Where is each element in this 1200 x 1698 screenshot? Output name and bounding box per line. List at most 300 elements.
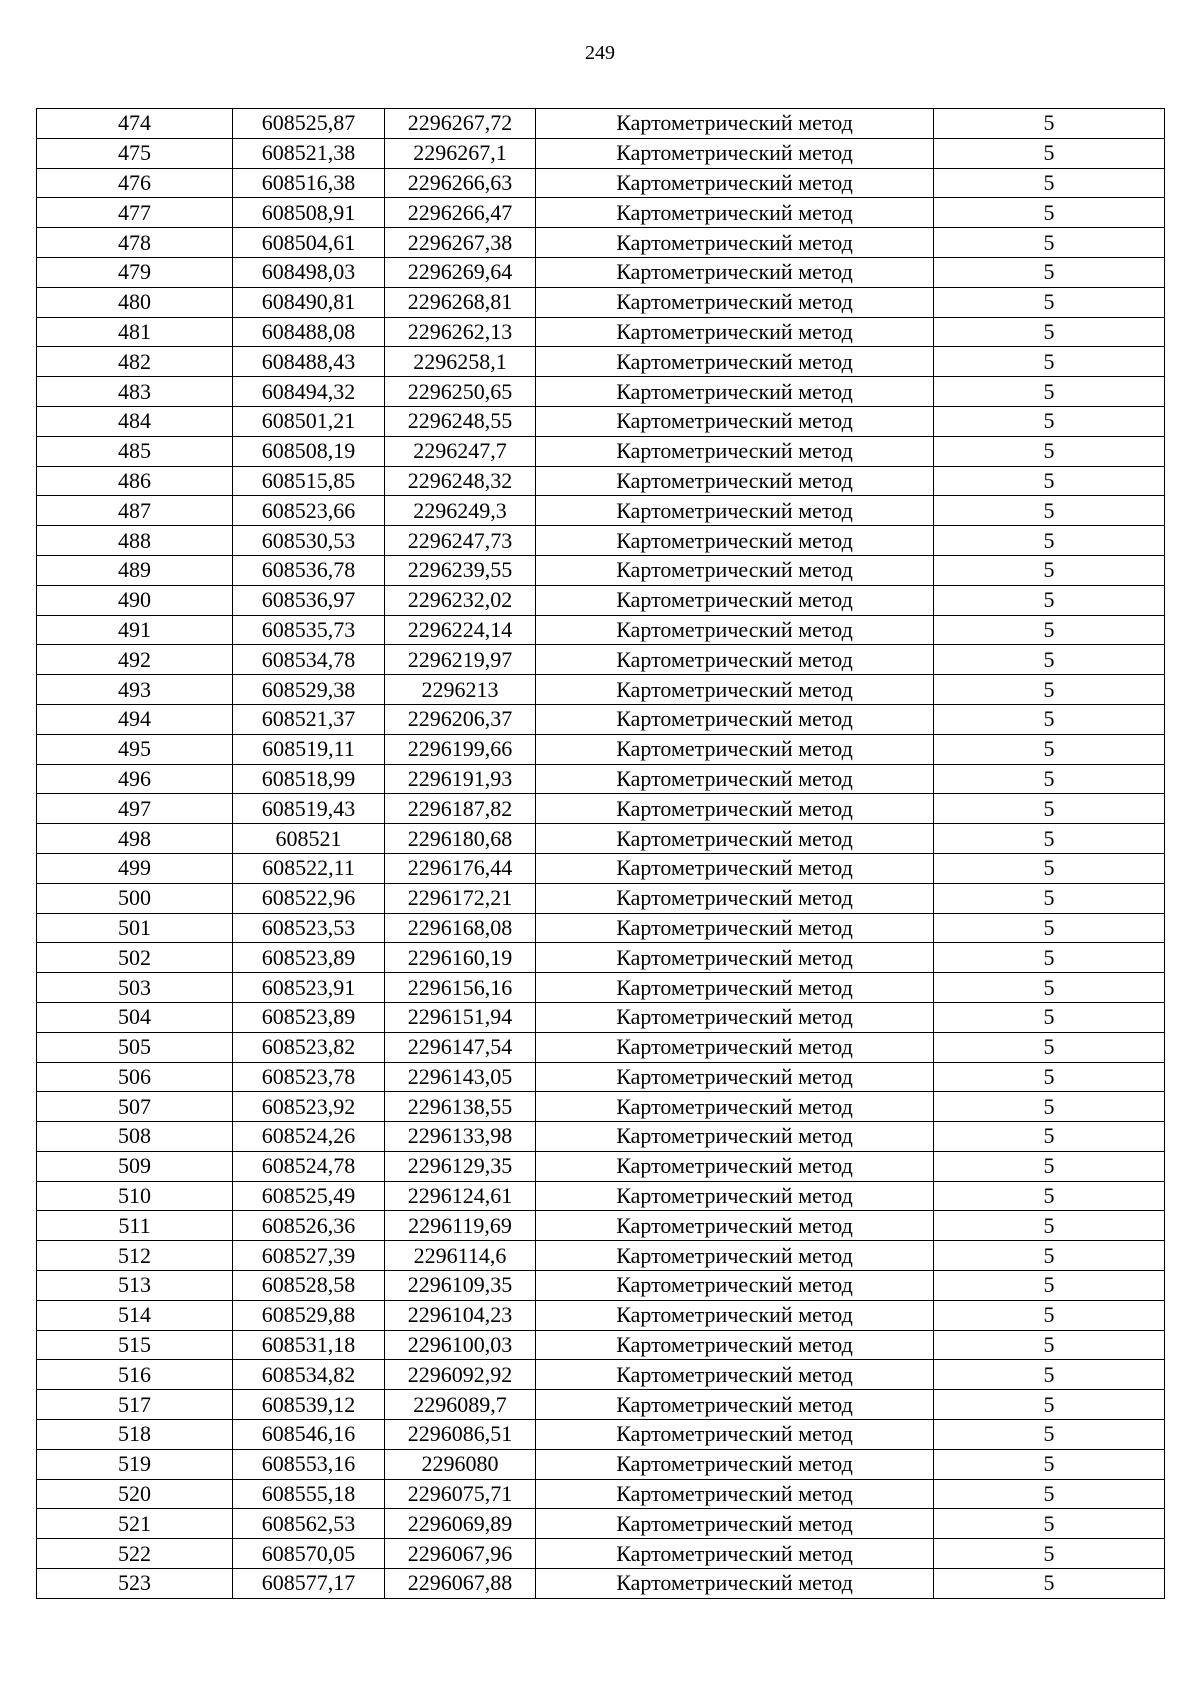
y-coordinate-cell: 2296187,82 <box>385 794 536 824</box>
x-coordinate-cell: 608526,36 <box>233 1211 385 1241</box>
point-number-cell: 474 <box>37 109 233 139</box>
table-row <box>37 1092 1165 1122</box>
method-cell: Картометрический метод <box>536 973 934 1003</box>
x-coordinate-cell: 608523,89 <box>233 1002 385 1032</box>
table-row <box>37 764 1165 794</box>
y-coordinate-cell: 2296206,37 <box>385 704 536 734</box>
table-row <box>37 1032 1165 1062</box>
accuracy-cell: 5 <box>934 1062 1165 1092</box>
method-cell: Картометрический метод <box>536 1092 934 1122</box>
point-number-cell: 481 <box>37 317 233 347</box>
point-number-cell: 495 <box>37 734 233 764</box>
x-coordinate-cell: 608498,03 <box>233 257 385 287</box>
point-number-cell: 492 <box>37 645 233 675</box>
table-row <box>37 1062 1165 1092</box>
method-cell: Картометрический метод <box>536 1360 934 1390</box>
x-coordinate-cell: 608488,08 <box>233 317 385 347</box>
x-coordinate-cell: 608504,61 <box>233 228 385 258</box>
accuracy-cell: 5 <box>934 764 1165 794</box>
accuracy-cell: 5 <box>934 406 1165 436</box>
y-coordinate-cell: 2296224,14 <box>385 615 536 645</box>
table-row <box>37 109 1165 139</box>
method-cell: Картометрический метод <box>536 1449 934 1479</box>
point-number-cell: 475 <box>37 138 233 168</box>
y-coordinate-cell: 2296269,64 <box>385 257 536 287</box>
accuracy-cell: 5 <box>934 824 1165 854</box>
y-coordinate-cell: 2296156,16 <box>385 973 536 1003</box>
method-cell: Картометрический метод <box>536 1002 934 1032</box>
point-number-cell: 521 <box>37 1509 233 1539</box>
method-cell: Картометрический метод <box>536 1569 934 1599</box>
method-cell: Картометрический метод <box>536 645 934 675</box>
accuracy-cell: 5 <box>934 436 1165 466</box>
method-cell: Картометрический метод <box>536 824 934 854</box>
method-cell: Картометрический метод <box>536 466 934 496</box>
point-number-cell: 518 <box>37 1420 233 1450</box>
point-number-cell: 483 <box>37 377 233 407</box>
accuracy-cell: 5 <box>934 317 1165 347</box>
accuracy-cell: 5 <box>934 1360 1165 1390</box>
accuracy-cell: 5 <box>934 1181 1165 1211</box>
table-row <box>37 168 1165 198</box>
point-number-cell: 476 <box>37 168 233 198</box>
y-coordinate-cell: 2296067,88 <box>385 1569 536 1599</box>
method-cell: Картометрический метод <box>536 943 934 973</box>
y-coordinate-cell: 2296089,7 <box>385 1390 536 1420</box>
x-coordinate-cell: 608521,37 <box>233 704 385 734</box>
x-coordinate-cell: 608530,53 <box>233 526 385 556</box>
method-cell: Картометрический метод <box>536 526 934 556</box>
method-cell: Картометрический метод <box>536 1271 934 1301</box>
y-coordinate-cell: 2296069,89 <box>385 1509 536 1539</box>
accuracy-cell: 5 <box>934 1479 1165 1509</box>
method-cell: Картометрический метод <box>536 853 934 883</box>
method-cell: Картометрический метод <box>536 496 934 526</box>
method-cell: Картометрический метод <box>536 675 934 705</box>
point-number-cell: 487 <box>37 496 233 526</box>
point-number-cell: 497 <box>37 794 233 824</box>
point-number-cell: 507 <box>37 1092 233 1122</box>
accuracy-cell: 5 <box>934 138 1165 168</box>
point-number-cell: 488 <box>37 526 233 556</box>
table-row <box>37 704 1165 734</box>
y-coordinate-cell: 2296249,3 <box>385 496 536 526</box>
table-row <box>37 406 1165 436</box>
x-coordinate-cell: 608577,17 <box>233 1569 385 1599</box>
accuracy-cell: 5 <box>934 228 1165 258</box>
y-coordinate-cell: 2296258,1 <box>385 347 536 377</box>
table-row <box>37 198 1165 228</box>
table-row <box>37 466 1165 496</box>
point-number-cell: 490 <box>37 585 233 615</box>
point-number-cell: 523 <box>37 1569 233 1599</box>
table-row <box>37 615 1165 645</box>
method-cell: Картометрический метод <box>536 913 934 943</box>
x-coordinate-cell: 608536,97 <box>233 585 385 615</box>
method-cell: Картометрический метод <box>536 287 934 317</box>
x-coordinate-cell: 608531,18 <box>233 1330 385 1360</box>
point-number-cell: 489 <box>37 555 233 585</box>
x-coordinate-cell: 608523,82 <box>233 1032 385 1062</box>
accuracy-cell: 5 <box>934 734 1165 764</box>
x-coordinate-cell: 608546,16 <box>233 1420 385 1450</box>
x-coordinate-cell: 608515,85 <box>233 466 385 496</box>
table-row <box>37 1122 1165 1152</box>
method-cell: Картометрический метод <box>536 257 934 287</box>
accuracy-cell: 5 <box>934 526 1165 556</box>
point-number-cell: 480 <box>37 287 233 317</box>
y-coordinate-cell: 2296129,35 <box>385 1151 536 1181</box>
method-cell: Картометрический метод <box>536 1062 934 1092</box>
y-coordinate-cell: 2296247,7 <box>385 436 536 466</box>
x-coordinate-cell: 608529,88 <box>233 1300 385 1330</box>
method-cell: Картометрический метод <box>536 1032 934 1062</box>
table-row <box>37 526 1165 556</box>
table-row <box>37 287 1165 317</box>
table-row <box>37 1390 1165 1420</box>
y-coordinate-cell: 2296232,02 <box>385 585 536 615</box>
point-number-cell: 494 <box>37 704 233 734</box>
y-coordinate-cell: 2296086,51 <box>385 1420 536 1450</box>
coordinates-table-body <box>37 109 1165 1599</box>
x-coordinate-cell: 608523,66 <box>233 496 385 526</box>
method-cell: Картометрический метод <box>536 883 934 913</box>
accuracy-cell: 5 <box>934 883 1165 913</box>
table-row <box>37 794 1165 824</box>
x-coordinate-cell: 608534,82 <box>233 1360 385 1390</box>
x-coordinate-cell: 608521 <box>233 824 385 854</box>
accuracy-cell: 5 <box>934 1002 1165 1032</box>
x-coordinate-cell: 608523,91 <box>233 973 385 1003</box>
y-coordinate-cell: 2296219,97 <box>385 645 536 675</box>
point-number-cell: 498 <box>37 824 233 854</box>
accuracy-cell: 5 <box>934 496 1165 526</box>
method-cell: Картометрический метод <box>536 555 934 585</box>
point-number-cell: 499 <box>37 853 233 883</box>
point-number-cell: 504 <box>37 1002 233 1032</box>
x-coordinate-cell: 608527,39 <box>233 1241 385 1271</box>
x-coordinate-cell: 608508,19 <box>233 436 385 466</box>
x-coordinate-cell: 608529,38 <box>233 675 385 705</box>
y-coordinate-cell: 2296119,69 <box>385 1211 536 1241</box>
y-coordinate-cell: 2296092,92 <box>385 1360 536 1390</box>
method-cell: Картометрический метод <box>536 734 934 764</box>
point-number-cell: 485 <box>37 436 233 466</box>
method-cell: Картометрический метод <box>536 228 934 258</box>
y-coordinate-cell: 2296180,68 <box>385 824 536 854</box>
point-number-cell: 484 <box>37 406 233 436</box>
point-number-cell: 505 <box>37 1032 233 1062</box>
table-row <box>37 1420 1165 1450</box>
accuracy-cell: 5 <box>934 1211 1165 1241</box>
method-cell: Картометрический метод <box>536 1151 934 1181</box>
y-coordinate-cell: 2296109,35 <box>385 1271 536 1301</box>
x-coordinate-cell: 608555,18 <box>233 1479 385 1509</box>
accuracy-cell: 5 <box>934 913 1165 943</box>
point-number-cell: 506 <box>37 1062 233 1092</box>
x-coordinate-cell: 608535,73 <box>233 615 385 645</box>
x-coordinate-cell: 608516,38 <box>233 168 385 198</box>
y-coordinate-cell: 2296262,13 <box>385 317 536 347</box>
accuracy-cell: 5 <box>934 704 1165 734</box>
x-coordinate-cell: 608539,12 <box>233 1390 385 1420</box>
table-row <box>37 734 1165 764</box>
method-cell: Картометрический метод <box>536 377 934 407</box>
x-coordinate-cell: 608524,26 <box>233 1122 385 1152</box>
table-row <box>37 1151 1165 1181</box>
y-coordinate-cell: 2296267,1 <box>385 138 536 168</box>
method-cell: Картометрический метод <box>536 615 934 645</box>
table-row <box>37 347 1165 377</box>
method-cell: Картометрический метод <box>536 585 934 615</box>
table-row <box>37 913 1165 943</box>
table-row <box>37 1300 1165 1330</box>
y-coordinate-cell: 2296191,93 <box>385 764 536 794</box>
table-row <box>37 1569 1165 1599</box>
x-coordinate-cell: 608525,87 <box>233 109 385 139</box>
table-row <box>37 555 1165 585</box>
point-number-cell: 479 <box>37 257 233 287</box>
point-number-cell: 477 <box>37 198 233 228</box>
y-coordinate-cell: 2296100,03 <box>385 1330 536 1360</box>
method-cell: Картометрический метод <box>536 794 934 824</box>
point-number-cell: 493 <box>37 675 233 705</box>
point-number-cell: 491 <box>37 615 233 645</box>
x-coordinate-cell: 608523,92 <box>233 1092 385 1122</box>
y-coordinate-cell: 2296176,44 <box>385 853 536 883</box>
point-number-cell: 482 <box>37 347 233 377</box>
x-coordinate-cell: 608518,99 <box>233 764 385 794</box>
method-cell: Картометрический метод <box>536 436 934 466</box>
x-coordinate-cell: 608521,38 <box>233 138 385 168</box>
method-cell: Картометрический метод <box>536 1300 934 1330</box>
y-coordinate-cell: 2296075,71 <box>385 1479 536 1509</box>
table-row <box>37 377 1165 407</box>
accuracy-cell: 5 <box>934 1271 1165 1301</box>
x-coordinate-cell: 608508,91 <box>233 198 385 228</box>
accuracy-cell: 5 <box>934 973 1165 1003</box>
point-number-cell: 502 <box>37 943 233 973</box>
point-number-cell: 503 <box>37 973 233 1003</box>
y-coordinate-cell: 2296133,98 <box>385 1122 536 1152</box>
y-coordinate-cell: 2296266,47 <box>385 198 536 228</box>
x-coordinate-cell: 608534,78 <box>233 645 385 675</box>
y-coordinate-cell: 2296267,38 <box>385 228 536 258</box>
point-number-cell: 516 <box>37 1360 233 1390</box>
x-coordinate-cell: 608488,43 <box>233 347 385 377</box>
method-cell: Картометрический метод <box>536 704 934 734</box>
table-row <box>37 1002 1165 1032</box>
table-row <box>37 317 1165 347</box>
accuracy-cell: 5 <box>934 645 1165 675</box>
point-number-cell: 509 <box>37 1151 233 1181</box>
point-number-cell: 522 <box>37 1539 233 1569</box>
accuracy-cell: 5 <box>934 287 1165 317</box>
x-coordinate-cell: 608523,78 <box>233 1062 385 1092</box>
table-row <box>37 228 1165 258</box>
accuracy-cell: 5 <box>934 1032 1165 1062</box>
point-number-cell: 514 <box>37 1300 233 1330</box>
table-row <box>37 585 1165 615</box>
accuracy-cell: 5 <box>934 585 1165 615</box>
x-coordinate-cell: 608523,53 <box>233 913 385 943</box>
y-coordinate-cell: 2296114,6 <box>385 1241 536 1271</box>
accuracy-cell: 5 <box>934 1390 1165 1420</box>
point-number-cell: 486 <box>37 466 233 496</box>
x-coordinate-cell: 608562,53 <box>233 1509 385 1539</box>
y-coordinate-cell: 2296267,72 <box>385 109 536 139</box>
table-row <box>37 1509 1165 1539</box>
accuracy-cell: 5 <box>934 377 1165 407</box>
table-row <box>37 1330 1165 1360</box>
accuracy-cell: 5 <box>934 853 1165 883</box>
accuracy-cell: 5 <box>934 675 1165 705</box>
method-cell: Картометрический метод <box>536 1211 934 1241</box>
y-coordinate-cell: 2296138,55 <box>385 1092 536 1122</box>
point-number-cell: 501 <box>37 913 233 943</box>
method-cell: Картометрический метод <box>536 1122 934 1152</box>
table-row <box>37 675 1165 705</box>
x-coordinate-cell: 608522,11 <box>233 853 385 883</box>
accuracy-cell: 5 <box>934 198 1165 228</box>
y-coordinate-cell: 2296143,05 <box>385 1062 536 1092</box>
method-cell: Картометрический метод <box>536 406 934 436</box>
accuracy-cell: 5 <box>934 1300 1165 1330</box>
coordinates-table <box>36 108 1165 1599</box>
point-number-cell: 496 <box>37 764 233 794</box>
method-cell: Картометрический метод <box>536 1539 934 1569</box>
table-row <box>37 1211 1165 1241</box>
x-coordinate-cell: 608519,11 <box>233 734 385 764</box>
method-cell: Картометрический метод <box>536 1390 934 1420</box>
point-number-cell: 500 <box>37 883 233 913</box>
method-cell: Картометрический метод <box>536 347 934 377</box>
y-coordinate-cell: 2296250,65 <box>385 377 536 407</box>
accuracy-cell: 5 <box>934 1420 1165 1450</box>
table-row <box>37 1241 1165 1271</box>
accuracy-cell: 5 <box>934 1330 1165 1360</box>
table-row <box>37 1539 1165 1569</box>
y-coordinate-cell: 2296199,66 <box>385 734 536 764</box>
x-coordinate-cell: 608522,96 <box>233 883 385 913</box>
table-row <box>37 973 1165 1003</box>
y-coordinate-cell: 2296104,23 <box>385 1300 536 1330</box>
table-row <box>37 824 1165 854</box>
accuracy-cell: 5 <box>934 168 1165 198</box>
table-row <box>37 645 1165 675</box>
x-coordinate-cell: 608519,43 <box>233 794 385 824</box>
point-number-cell: 508 <box>37 1122 233 1152</box>
accuracy-cell: 5 <box>934 1151 1165 1181</box>
y-coordinate-cell: 2296213 <box>385 675 536 705</box>
x-coordinate-cell: 608525,49 <box>233 1181 385 1211</box>
x-coordinate-cell: 608536,78 <box>233 555 385 585</box>
y-coordinate-cell: 2296268,81 <box>385 287 536 317</box>
method-cell: Картометрический метод <box>536 1181 934 1211</box>
table-row <box>37 1360 1165 1390</box>
accuracy-cell: 5 <box>934 257 1165 287</box>
accuracy-cell: 5 <box>934 615 1165 645</box>
y-coordinate-cell: 2296172,21 <box>385 883 536 913</box>
accuracy-cell: 5 <box>934 943 1165 973</box>
method-cell: Картометрический метод <box>536 198 934 228</box>
method-cell: Картометрический метод <box>536 109 934 139</box>
x-coordinate-cell: 608528,58 <box>233 1271 385 1301</box>
method-cell: Картометрический метод <box>536 1509 934 1539</box>
y-coordinate-cell: 2296266,63 <box>385 168 536 198</box>
method-cell: Картометрический метод <box>536 317 934 347</box>
point-number-cell: 512 <box>37 1241 233 1271</box>
accuracy-cell: 5 <box>934 794 1165 824</box>
table-row <box>37 138 1165 168</box>
y-coordinate-cell: 2296247,73 <box>385 526 536 556</box>
accuracy-cell: 5 <box>934 466 1165 496</box>
y-coordinate-cell: 2296067,96 <box>385 1539 536 1569</box>
point-number-cell: 515 <box>37 1330 233 1360</box>
point-number-cell: 511 <box>37 1211 233 1241</box>
accuracy-cell: 5 <box>934 109 1165 139</box>
y-coordinate-cell: 2296151,94 <box>385 1002 536 1032</box>
y-coordinate-cell: 2296248,32 <box>385 466 536 496</box>
method-cell: Картометрический метод <box>536 1241 934 1271</box>
table-row <box>37 1181 1165 1211</box>
table-row <box>37 496 1165 526</box>
table-row <box>37 1449 1165 1479</box>
x-coordinate-cell: 608524,78 <box>233 1151 385 1181</box>
y-coordinate-cell: 2296168,08 <box>385 913 536 943</box>
point-number-cell: 517 <box>37 1390 233 1420</box>
table-row <box>37 1479 1165 1509</box>
method-cell: Картометрический метод <box>536 1479 934 1509</box>
y-coordinate-cell: 2296160,19 <box>385 943 536 973</box>
accuracy-cell: 5 <box>934 1569 1165 1599</box>
y-coordinate-cell: 2296147,54 <box>385 1032 536 1062</box>
x-coordinate-cell: 608553,16 <box>233 1449 385 1479</box>
page-number: 249 <box>585 42 615 64</box>
x-coordinate-cell: 608501,21 <box>233 406 385 436</box>
y-coordinate-cell: 2296124,61 <box>385 1181 536 1211</box>
table-row <box>37 257 1165 287</box>
y-coordinate-cell: 2296080 <box>385 1449 536 1479</box>
y-coordinate-cell: 2296248,55 <box>385 406 536 436</box>
method-cell: Картометрический метод <box>536 168 934 198</box>
x-coordinate-cell: 608523,89 <box>233 943 385 973</box>
point-number-cell: 513 <box>37 1271 233 1301</box>
table-row <box>37 943 1165 973</box>
method-cell: Картометрический метод <box>536 1420 934 1450</box>
x-coordinate-cell: 608494,32 <box>233 377 385 407</box>
accuracy-cell: 5 <box>934 1539 1165 1569</box>
x-coordinate-cell: 608570,05 <box>233 1539 385 1569</box>
accuracy-cell: 5 <box>934 347 1165 377</box>
accuracy-cell: 5 <box>934 1092 1165 1122</box>
table-row <box>37 436 1165 466</box>
point-number-cell: 520 <box>37 1479 233 1509</box>
method-cell: Картометрический метод <box>536 1330 934 1360</box>
accuracy-cell: 5 <box>934 1449 1165 1479</box>
x-coordinate-cell: 608490,81 <box>233 287 385 317</box>
accuracy-cell: 5 <box>934 1509 1165 1539</box>
accuracy-cell: 5 <box>934 555 1165 585</box>
point-number-cell: 510 <box>37 1181 233 1211</box>
point-number-cell: 519 <box>37 1449 233 1479</box>
table-row <box>37 1271 1165 1301</box>
accuracy-cell: 5 <box>934 1241 1165 1271</box>
accuracy-cell: 5 <box>934 1122 1165 1152</box>
table-row <box>37 883 1165 913</box>
table-row <box>37 853 1165 883</box>
y-coordinate-cell: 2296239,55 <box>385 555 536 585</box>
